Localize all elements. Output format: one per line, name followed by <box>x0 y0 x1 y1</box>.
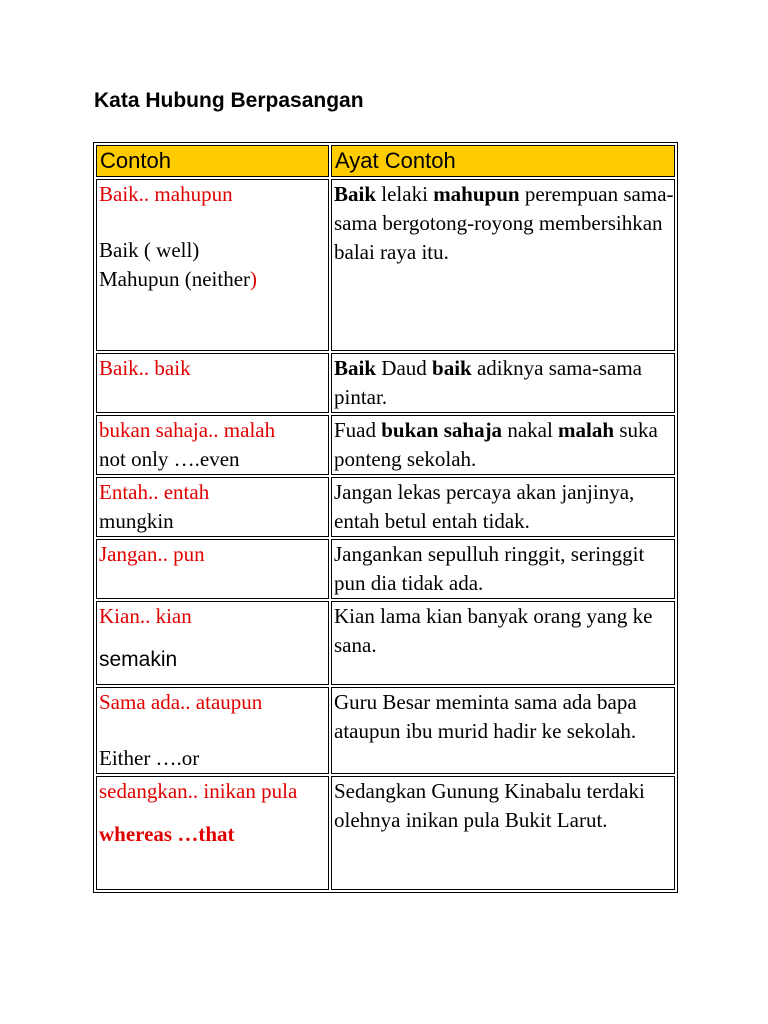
ayat-cell <box>331 477 675 537</box>
contoh-translation: Baik ( well) <box>99 238 200 262</box>
table-row <box>96 415 675 475</box>
table-row <box>96 353 675 413</box>
contoh-cell <box>96 601 329 685</box>
spacer <box>99 717 328 744</box>
contoh-phrase: Sama ada.. ataupun <box>99 690 263 714</box>
ayat-cell <box>331 776 675 890</box>
ayat-cell <box>331 415 675 475</box>
contoh-cell <box>96 353 329 413</box>
table-row <box>96 601 675 685</box>
table-header-row <box>96 145 675 177</box>
table-row <box>96 179 675 351</box>
ayat-cell <box>331 687 675 774</box>
contoh-phrase: bukan sahaja.. malah <box>99 418 276 442</box>
table-row <box>96 477 675 537</box>
contoh-translation: Either ….or <box>99 746 200 770</box>
contoh-cell <box>96 477 329 537</box>
contoh-translation: mungkin <box>99 509 174 533</box>
example-sentence: Sedangkan Gunung Kinabalu terdaki olehnya inikan pula Bukit Larut. <box>334 779 645 832</box>
example-sentence: Kian lama kian banyak orang yang ke sana. <box>334 604 653 657</box>
contoh-translation: not only ….even <box>99 447 240 471</box>
contoh-cell <box>96 179 329 351</box>
example-sentence: Jangankan sepulluh ringgit, seringgit pun dia tidak ada. <box>334 542 645 595</box>
spacer <box>99 209 328 236</box>
conjunction-table <box>93 142 678 893</box>
header-contoh: Contoh <box>96 145 329 177</box>
table-row <box>96 687 675 774</box>
contoh-phrase: Baik.. mahupun <box>99 182 233 206</box>
contoh-cell <box>96 539 329 599</box>
contoh-cell <box>96 687 329 774</box>
ayat-cell <box>331 353 675 413</box>
contoh-translation: whereas …that <box>99 822 235 846</box>
table-row <box>96 539 675 599</box>
contoh-phrase: sedangkan.. inikan pula <box>99 779 298 803</box>
contoh-phrase: Baik.. baik <box>99 356 191 380</box>
example-sentence: Baik lelaki mahupun perempuan sama-sama bergotong-royong membersihkan balai raya itu. <box>334 182 674 264</box>
example-sentence: Jangan lekas percaya akan janjinya, entah betul entah tidak. <box>334 480 635 533</box>
example-sentence: Baik Daud baik adiknya sama-sama pintar. <box>334 356 643 409</box>
page-title: Kata Hubung Berpasangan <box>94 89 364 112</box>
contoh-translation: semakin <box>99 648 178 671</box>
ayat-cell <box>331 601 675 685</box>
contoh-cell <box>96 776 329 890</box>
contoh-phrase: Entah.. entah <box>99 480 210 504</box>
table-row <box>96 776 675 890</box>
example-sentence: Fuad bukan sahaja nakal malah suka ponteng sekolah. <box>334 418 658 471</box>
contoh-phrase: Jangan.. pun <box>99 542 205 566</box>
ayat-cell <box>331 179 675 351</box>
contoh-phrase: Kian.. kian <box>99 604 192 628</box>
ayat-cell <box>331 539 675 599</box>
header-ayat-contoh: Ayat Contoh <box>331 145 675 177</box>
contoh-translation: Mahupun (neither) <box>99 267 258 291</box>
example-sentence: Guru Besar meminta sama ada bapa ataupun ibu murid hadir ke sekolah. <box>334 690 637 743</box>
contoh-cell <box>96 415 329 475</box>
